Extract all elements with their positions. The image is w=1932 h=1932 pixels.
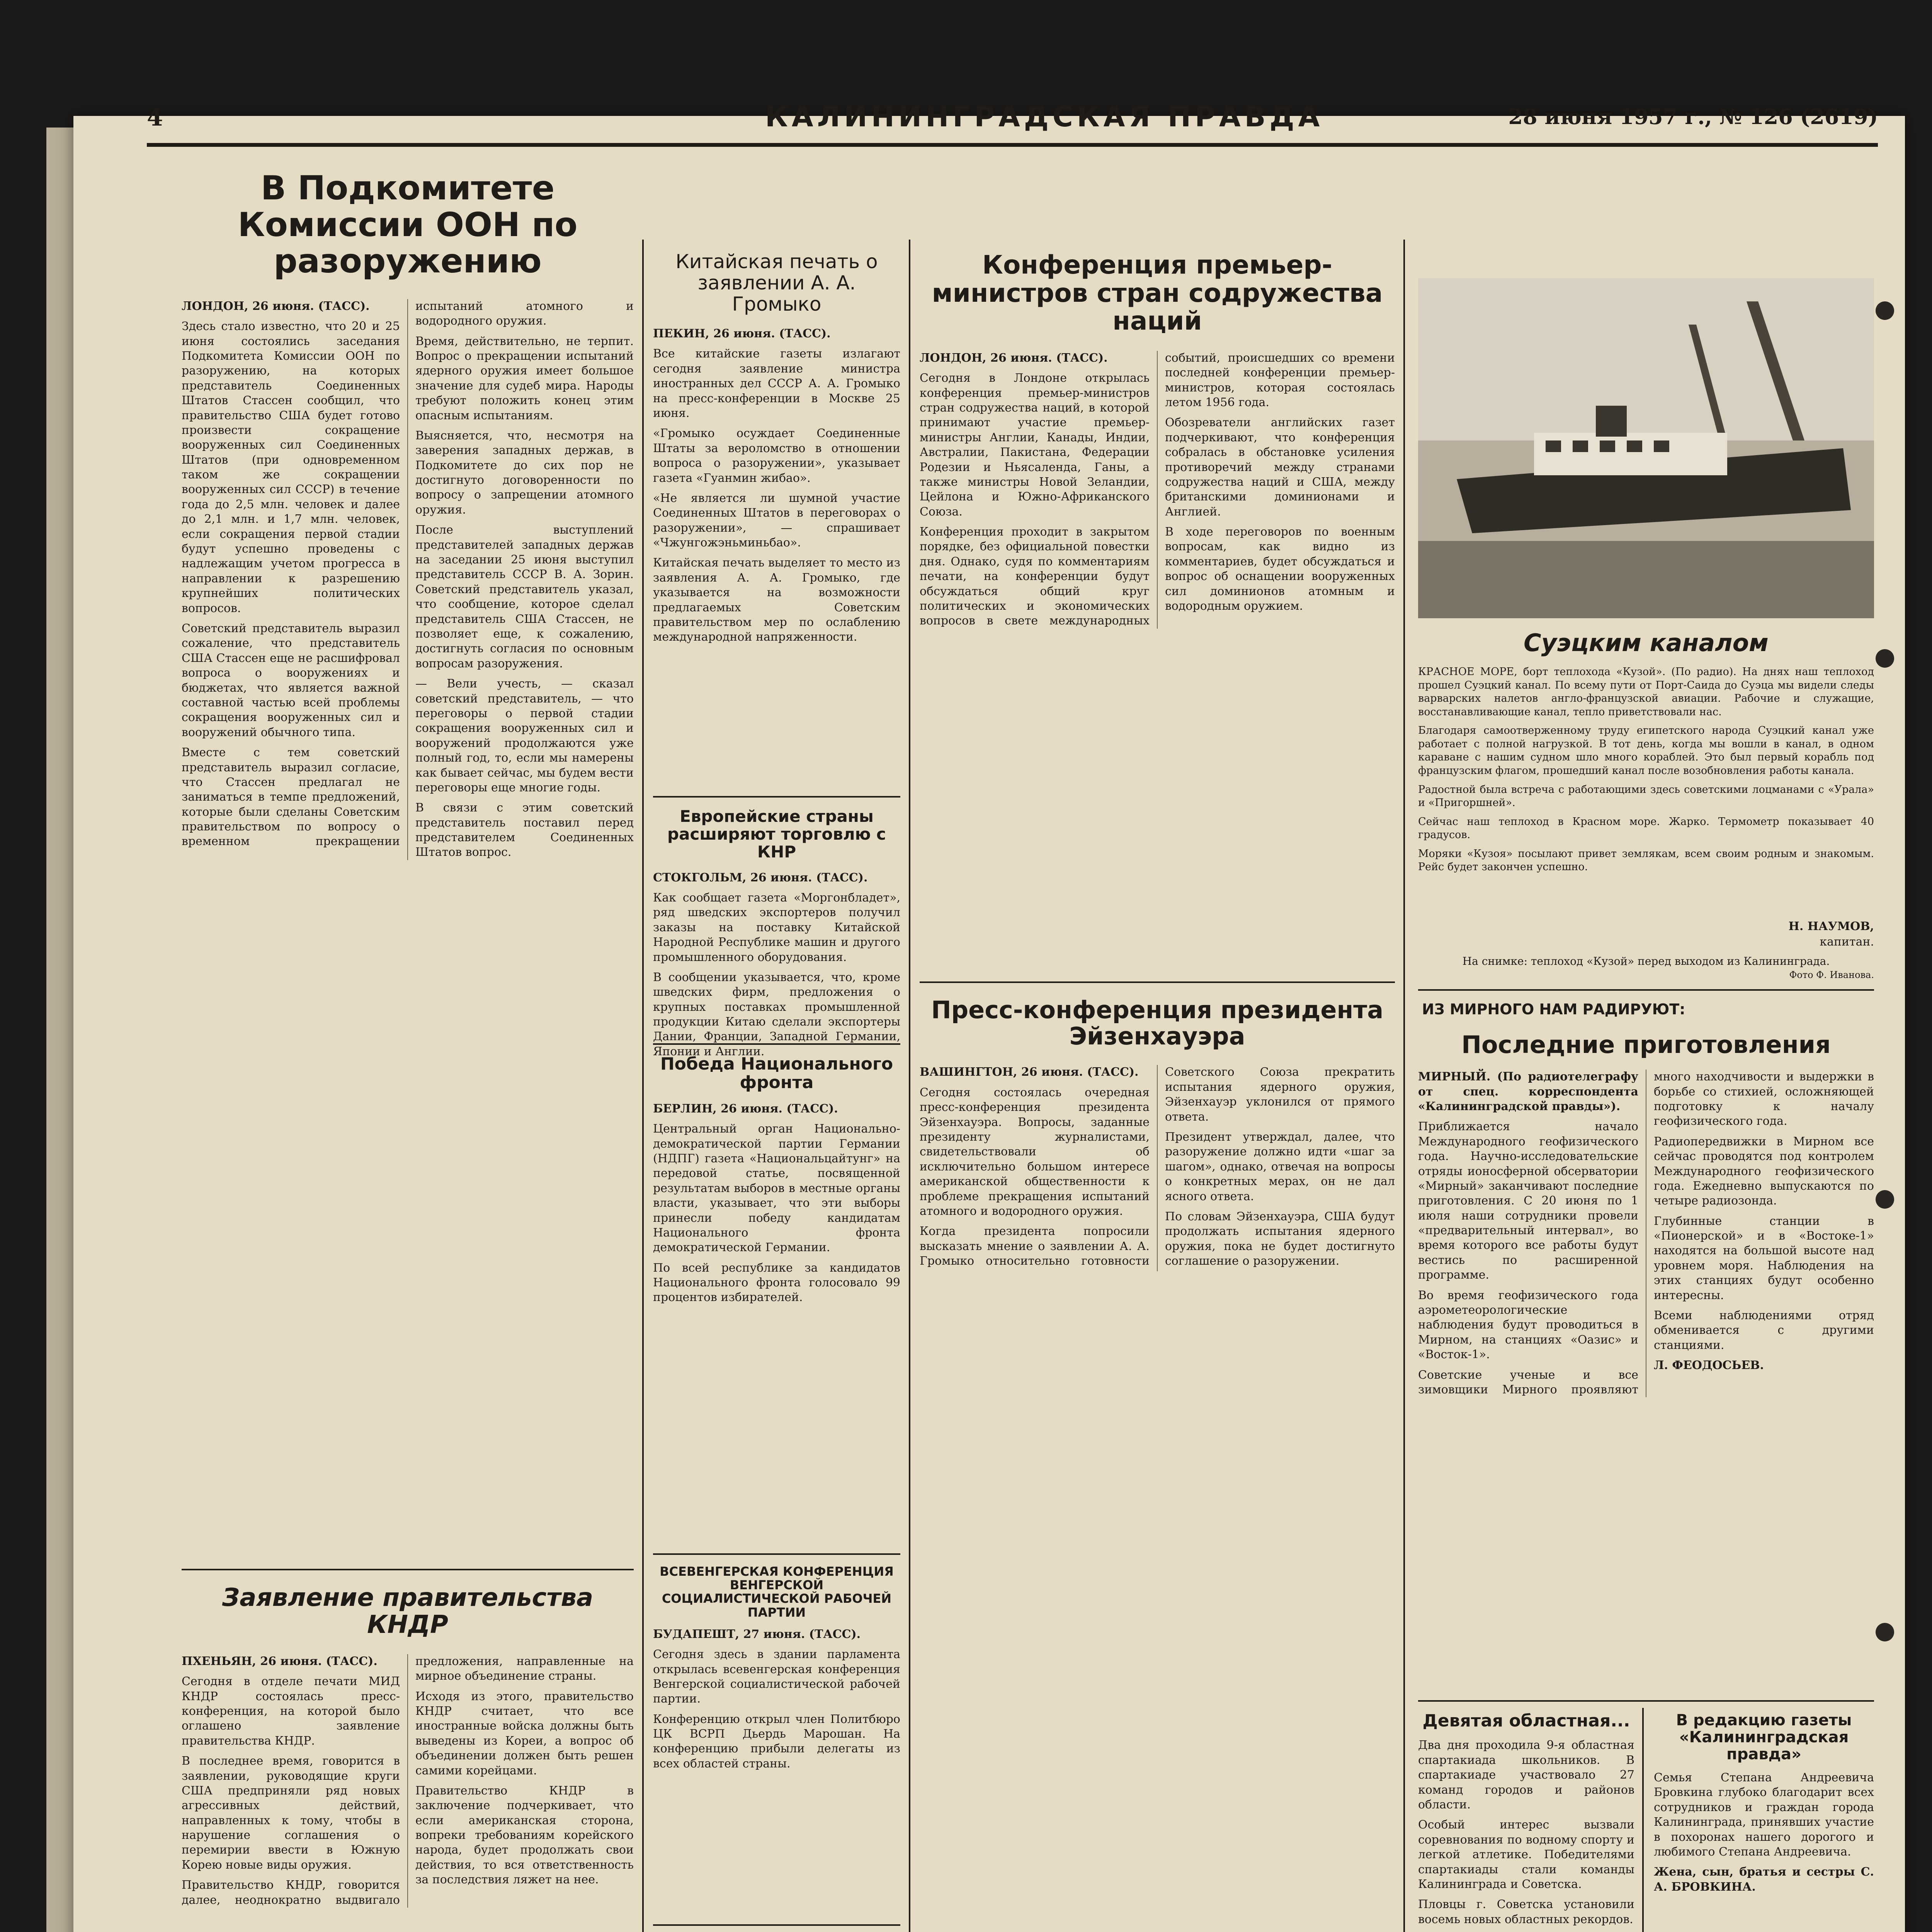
article-paragraph: Когда президента попросили высказать мнение о заявлении А. А. Громыко относительно готовности Советского Союза прекратить испытания ядерного оружия, Эйзенхауэр уклонился от прямого ответа. (920, 1065, 1395, 1268)
article-paragraph: — Вели учесть, — сказал советский представитель, — что переговоры о первой стадии сокращения вооруженных сил и вооружений продолжаются уже полный год, то, если мы намерены как бывает сейчас, мы будем вести переговоры еще многие годы. (415, 677, 634, 794)
divider (653, 1043, 900, 1045)
article-paragraph: Исходя из этого, правительство КНДР считает, что все иностранные войска должны быть выведены из Кореи, а вопрос об объединении должен быть решен самими корейцами. (415, 1689, 634, 1777)
article-paragraph: Правительство КНДР, говорится далее, неоднократно выдвигало предложения, направленные на мирное объединение страны. (182, 1654, 634, 1907)
article-paragraph: Время, действительно, не терпит. Вопрос о прекращении испытаний ядерного оружия имеет большое значение для судеб мира. Народы требуют положить конец этим опасным испытаниям. (415, 334, 634, 422)
article-dateline: ПХЕНЬЯН, 26 июня. (ТАСС). (182, 1654, 378, 1668)
article-paragraph: Два дня проходила 9-я областная спартакиада школьников. В спартакиаде участвовало 27 команд городов и районов области. (1418, 1738, 1634, 1811)
spartakiad-article (1418, 1708, 1634, 1932)
article-headline: Заявление правительства КНДР (222, 1583, 594, 1639)
suez-signature-role: капитан. (1820, 935, 1874, 949)
ship-photo-credit: Фото Ф. Иванова. (1789, 969, 1874, 980)
kndr-statement-article (182, 1577, 634, 1932)
ship-kuzoy-image (1418, 278, 1874, 618)
article-paragraph: Пловцы г. Советска установили восемь новых областных рекордов. (1418, 1898, 1634, 1926)
article-paragraph: Всеми наблюдениями отряд обменивается с другими станциями. (1654, 1309, 1874, 1352)
binding-hole (1876, 649, 1894, 668)
article-dateline: ЛОНДОН, 26 июня. (ТАСС). (182, 299, 370, 313)
national-front-article (653, 1051, 900, 1553)
article-paragraph: Сегодня здесь в здании парламента открылась всевенгерская конференция Венгерской социалистической рабочей партии. (653, 1648, 900, 1706)
ship-photo (1418, 278, 1874, 618)
column-rule (909, 240, 910, 1932)
article-paragraph: Конференция проходит в закрытом порядке, без официальной повестки дня. Однако, судя по комментариям печати, на конференции будут обсуждаться общий круг политических и экономических вопросов в свете международных событий, происшедших со времени последней конференции премьер-министров, которая состоялась летом 1956 года. (920, 351, 1395, 628)
article-paragraph: Здесь стало известно, что 20 и 25 июня состоялись заседания Подкомитета Комиссии ООН по разоружению, на которых представитель Соединенных Штатов Стассен сообщил, что правительство США будет готово произвести сокращение вооруженных сил Соединенных Штатов (при одновременном таком же сокращении вооруженных сил СССР) в течение года до 2,5 млн. человек и далее до 2,1 млн. и 1,7 млн. человек, если сокращения первой стадии будут успешно проведены с надлежащим учетом прогресса в направлении к разрешению крупнейших политических вопросов. (182, 320, 400, 615)
article-dateline: ВАШИНГТОН, 26 июня. (ТАСС). (920, 1065, 1139, 1079)
article-paragraph: В связи с этим советский представитель поставил перед представителем Соединенных Штатов вопрос. (415, 801, 634, 859)
article-body (182, 1654, 634, 1908)
article-dateline: ПЕКИН, 26 июня. (ТАСС). (653, 327, 831, 340)
article-paragraph: Центральный орган Национально-демократической партии Германии (НДПГ) газета «Национальцайтунг» на передовой статье, посвященной результатам выборов в местные органы власти, указывает, что эти выборы принесли победу кандидатам Национального фронта демократической Германии. (653, 1122, 900, 1255)
article-body (182, 299, 634, 860)
hungary-conference-article (653, 1561, 900, 1924)
binding-hole (1876, 301, 1894, 320)
divider (653, 1553, 900, 1555)
letter-signature: Жена, сын, братья и сестры С. А. БРОВКИНА. (1654, 1865, 1874, 1894)
article-headline: Китайская печать о заявлении А. А. Громыко (675, 250, 878, 315)
un-disarmament-article (182, 155, 634, 1546)
eisenhower-press-conference-article (920, 989, 1395, 1932)
article-paragraph: Моряки «Кузоя» посылают привет землякам, всем своим родным и знакомым. Рейс будет закончен успешно. (1418, 847, 1874, 873)
article-headline: Последние приготовления (1461, 1031, 1831, 1059)
article-paragraph: Благодаря самоотверженному труду египетского народа Суэцкий канал уже работает с полной нагрузкой. В тот день, когда мы вошли в канал, в одном караване с нашим судном шло много кораблей. Это был первый корабль под французским флагом, прошедший канал после возобновления работы канала. (1418, 724, 1874, 777)
ship-photo-caption: На снимке: теплоход «Кузой» перед выходом из Калининграда. (1462, 955, 1830, 968)
masthead (147, 97, 1878, 143)
article-paragraph: В ходе переговоров по военным вопросам, как видно из комментариев, будет обсуждаться и вопрос об оснащении вооруженных сил доминионов атомным и водородным оружием. (1165, 525, 1395, 613)
article-paragraph: Сегодня состоялась очередная пресс-конференция президента Эйзенхауэра. Вопросы, заданные президенту журналистами, свидетельствовали об исключительно большом интересе американской общественности к проблеме прекращения испытаний атомного и водородного оружия. (920, 1085, 1150, 1218)
suez-canal-article (1418, 626, 1874, 920)
mirny-section-label: ИЗ МИРНОГО НАМ РАДИРУЮТ: (1422, 1001, 1685, 1018)
commonwealth-conference-article (920, 251, 1395, 958)
article-paragraph: После выступлений представителей западных держав на заседании 25 июня выступил представитель СССР В. А. Зорин. Советский представитель указал, что сообщение, которое сделал представитель США Стассен, не позволяет еще, к сожалению, достигнуть согласия по основным вопросам разоружения. (415, 523, 634, 670)
masthead-rule (147, 143, 1878, 147)
article-dateline: МИРНЫЙ. (По радиотелеграфу от спец. корреспондента «Калининградской правды»). (1418, 1070, 1638, 1113)
article-paragraph: В последнее время, говорится в заявлении, руководящие круги США предприняли ряд новых агрессивных действий, направленных к тому, чтобы в нарушение соглашения о перемирии ввести в Южную Корею новые виды оружия. (182, 1754, 400, 1872)
letter-to-editor (1654, 1708, 1874, 1924)
article-paragraph: Особый интерес вызвали соревнования по водному спорту и легкой атлетике. Победителями спартакиады стали команды Калининграда и Советска. (1418, 1818, 1634, 1891)
divider (653, 796, 900, 798)
article-headline: Пресс-конференция президента Эйзенхауэра (931, 996, 1384, 1051)
article-paragraph: Обозреватели английских газет подчеркивают, что конференция собралась в обстановке усиления противоречий между странами содружества наций и США, между британскими доминионами и Англией. (1165, 416, 1395, 519)
article-headline: В Подкомитете Комиссии ООН по разоружению (238, 169, 578, 281)
article-paragraph: Конференцию открыл член Политбюро ЦК ВСРП Дьердь Марошан. На конференцию прибыли делегаты из всех областей страны. (653, 1712, 900, 1770)
divider (182, 1569, 634, 1570)
article-body (920, 351, 1395, 629)
article-paragraph: КРАСНОЕ МОРЕ, борт теплохода «Кузой». (По радио). На днях наш теплоход прошел Суэцкий канал. По всему пути от Порт-Саида до Суэца мы видели следы варварских налетов англо-французской авиации. Рабочие и служащие, восстанавливающие канал, тепло приветствовали нас. (1418, 666, 1874, 718)
article-paragraph: Советские ученые и все зимовщики Мирного проявляют много находчивости и выдержки в борьбе со стихией, осложняющей подготовку к началу геофизического года. (1418, 1070, 1874, 1396)
article-paragraph: Радиопередвижки в Мирном все сейчас проводятся под контролем Международного геофизического года. Ежедневно выпускаются по четыре радиозонда. (1654, 1134, 1874, 1208)
europe-trade-article (653, 804, 900, 1058)
article-paragraph: «Не является ли шумной участие Соединенных Штатов в переговорах о разоружении», — спрашивает «Чжунгожэньминьбао». (653, 491, 900, 550)
issue-date: 28 июня 1957 г., № 126 (2619) (1508, 104, 1878, 129)
article-dateline: ЛОНДОН, 26 июня. (ТАСС). (920, 351, 1108, 365)
article-paragraph: Все китайские газеты излагают сегодня заявление министра иностранных дел СССР А. А. Громыко на пресс-конференции в Москве 25 июня. (653, 347, 900, 420)
article-body (920, 1065, 1395, 1271)
article-paragraph: Радостной была встреча с работающими здесь советскими лоцманами с «Урала» и «Пригоршней». (1418, 783, 1874, 809)
article-paragraph: Приближается начало Международного геофизического года. Научно-исследовательские отряды ионосферной обсерватории «Мирный» заканчивают последние приготовления. С 20 июня по 1 июля наши сотрудники провели «предварительный интервал», во время которого все работы будут вестись по расширенной программе. (1418, 1120, 1638, 1282)
article-headline: Конференция премьер-министров стран содружества наций (932, 250, 1383, 336)
article-paragraph: Сегодня в Лондоне открылась конференция премьер-министров стран содружества наций, в которой принимают участие премьер-министры Англии, Канады, Индии, Австралии, Пакистана, Федерации Родезии и Ньясаленда, Ганы, а также министры Новой Зеландии, Цейлона и Южно-Африканского Союза. (920, 371, 1150, 519)
article-dateline: СТОКГОЛЬМ, 26 июня. (ТАСС). (653, 871, 868, 884)
divider (1418, 989, 1874, 991)
article-paragraph: Во время геофизического года аэрометеорологические наблюдения будут проводиться в Мирном, на станциях «Оазис» и «Восток-1». (1418, 1288, 1638, 1362)
article-headline: ВСЕВЕНГЕРСКАЯ КОНФЕРЕНЦИЯ ВЕНГЕРСКОЙ СОЦИАЛИСТИЧЕСКОЙ РАБОЧЕЙ ПАРТИИ (660, 1564, 894, 1620)
binding-holes (1871, 116, 1894, 1932)
binding-hole (1876, 1623, 1894, 1641)
article-paragraph: Выясняется, что, несмотря на заверения западных держав, в Подкомитете до сих пор не достигнуто договоренности по вопросу о запрещении атомного оружия. (415, 429, 634, 517)
suez-signature: Н. НАУМОВ, (1788, 920, 1874, 933)
article-paragraph: Сегодня в отделе печати МИД КНДР состоялась пресс-конференция, на которой было оглашено заявление правительства КНДР. (182, 1675, 400, 1748)
article-body (1418, 1070, 1874, 1397)
mirny-article (1418, 1028, 1874, 1677)
article-paragraph: Сейчас наш теплоход в Красном море. Жарко. Термометр показывает 40 градусов. (1418, 815, 1874, 841)
article-paragraph: Глубинные станции в «Пионерской» и в «Востоке-1» находятся на большой высоте над уровнем моря. Наблюдения на этих станциях будут особенно интересны. (1654, 1214, 1874, 1302)
divider (1418, 1700, 1874, 1702)
column-rule (1403, 240, 1405, 1932)
divider (920, 981, 1395, 983)
article-paragraph: Президент утверждал, далее, что разоружение должно идти «шаг за шагом», однако, отвечая на вопросы о конкретных мерах, он не дал ясного ответа. (1165, 1130, 1395, 1203)
article-dateline: БУДАПЕШТ, 27 июня. (ТАСС). (653, 1627, 861, 1641)
article-paragraph: Как сообщает газета «Моргонбладет», ряд шведских экспортеров получил заказы на поставку Китайской Народной Республике машин и другого промышленного оборудования. (653, 891, 900, 964)
article-paragraph: В сообщении указывается, что, кроме шведских фирм, предложения о крупных поставках промышленной продукции Китаю сделали экспортеры Дании, Франции, Западной Германии, Японии и Англии. (653, 970, 900, 1058)
article-paragraph: По словам Эйзенхауэра, США будут продолжать испытания ядерного оружия, пока не будет достигнуто соглашение о разоружении. (1165, 1209, 1395, 1268)
article-paragraph: Вместе с тем советский представитель выразил согласие, что Стассен предлагал не заниматься в темпе предложений, которые были сделаны Советским правительством по вопросу о временном прекращении испытаний атомного и водородного оружия. (182, 299, 634, 849)
article-headline: В редакцию газеты «Калининградская правда» (1676, 1711, 1852, 1763)
article-paragraph: «Громыко осуждает Соединенные Штаты за вероломство в отношении вопроса о разоружении», указывает газета «Гуанмин жибао». (653, 427, 900, 485)
article-paragraph: Советский представитель выразил сожаление, что представитель США Стассен еще не расшифровал вопроса о вооружениях и бюджетах, что является важной составной частью всей проблемы сокращения вооруженных сил и вооружений обычного типа. (182, 621, 400, 739)
newspaper-title: КАЛИНИНГРАДСКАЯ ПРАВДА (765, 100, 1324, 133)
binding-hole (1876, 1190, 1894, 1209)
divider (653, 1924, 900, 1926)
article-headline: Суэцким каналом (1524, 629, 1769, 657)
article-paragraph: Правительство КНДР в заключение подчеркивает, что если американская сторона, вопреки требованиям корейского народа, будет продолжать свои действия, то вся ответственность за последствия ляжет на нее. (415, 1784, 634, 1887)
article-headline: Европейские страны расширяют торговлю с КНР (667, 807, 886, 862)
mirny-signature: Л. ФЕОДОСЬЕВ. (1654, 1359, 1764, 1372)
column-rule (642, 240, 644, 1932)
column-rule (1642, 1708, 1644, 1932)
article-headline: Девятая областная... (1422, 1711, 1630, 1731)
article-dateline: БЕРЛИН, 26 июня. (ТАСС). (653, 1102, 838, 1116)
china-press-article (653, 251, 900, 831)
article-paragraph: Китайская печать выделяет то место из заявления А. А. Громыко, где указывается на возможности предлагаемых Советским правительством мер по ослаблению международной напряженности. (653, 556, 900, 644)
article-paragraph: По всей республике за кандидатов Национального фронта голосовало 99 процентов избирателей. (653, 1261, 900, 1304)
page-number: 4 (147, 104, 163, 131)
article-paragraph: Семья Степана Андреевича Бровкина глубоко благодарит всех сотрудников и граждан города Калининграда, принявших участие в похоронах нашего дорогого и любимого Степана Андреевича. (1654, 1771, 1874, 1859)
article-headline: Победа Национального фронта (660, 1054, 893, 1093)
